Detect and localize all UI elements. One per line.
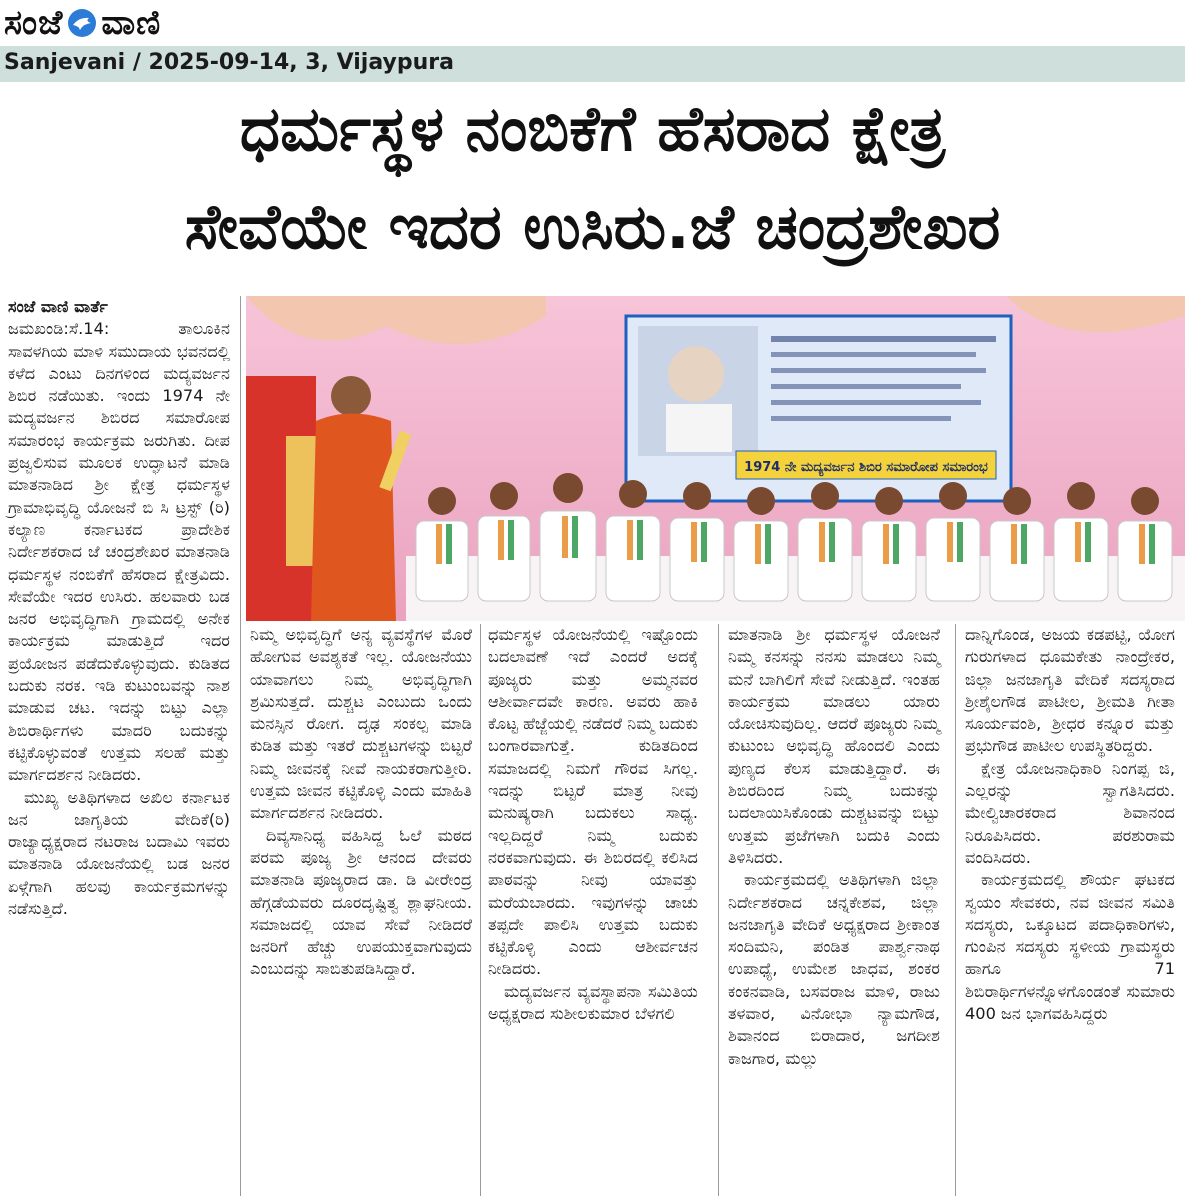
column-rule	[240, 296, 241, 1196]
event-photo-illustration	[246, 296, 1185, 621]
article-column-3	[488, 624, 698, 1025]
dateline-bar	[0, 46, 1185, 82]
article-paragraph: ಧರ್ಮಸ್ಥಳ ಯೋಜನೆಯಲ್ಲಿ ಇಷ್ಟೊಂದು ಬದಲಾವಣೆ ಇದೆ ಎಂದರೆ ಅದಕ್ಕೆ ಪೂಜ್ಯರು ಮತ್ತು ಅಮ್ಮನವರ ಆಶೀರ್ವಾದವೇ ಕಾರಣ. ಅವರು ಹಾಕಿ ಕೊಟ್ಟ ಹೆಜ್ಜೆಯಲ್ಲಿ ನಡೆದರೆ ನಿಮ್ಮ ಬದುಕು ಬಂಗಾರವಾಗುತ್ತೆ. ಕುಡಿತದಿಂದ ಸಮಾಜದಲ್ಲಿ ನಿಮಗೆ ಗೌರವ ಸಿಗಲ್ಲ. ಇದನ್ನು ಬಿಟ್ಟರೆ ಮಾತ್ರ ನೀವು ಮನುಷ್ಯರಾಗಿ ಬದುಕಲು ಸಾಧ್ಯ. ಇಲ್ಲದಿದ್ದರೆ ನಿಮ್ಮ ಬದುಕು ನರಕವಾಗುವುದು. ಈ ಶಿಬಿರದಲ್ಲಿ ಕಲಿಸಿದ ಪಾಠವನ್ನು ನೀವು ಯಾವತ್ತು ಮರೆಯಬಾರದು. ಇವುಗಳನ್ನು ಚಾಚು ತಪ್ಪದೇ ಪಾಲಿಸಿ ಉತ್ತಮ ಬದುಕು ಕಟ್ಟಿಕೊಳ್ಳಿ ಎಂದು ಆಶೀರ್ವಚನ ನೀಡಿದರು.	[488, 625, 698, 979]
article-column-1	[8, 296, 230, 920]
article-column-5	[965, 624, 1175, 1025]
article-paragraph: ಕ್ಷೇತ್ರ ಯೋಜನಾಧಿಕಾರಿ ನಿಂಗಪ್ಪ ಜಿ, ಎಲ್ಲರನ್ನು ಸ್ವಾಗತಿಸಿದರು. ಮೇಲ್ವಿಚಾರಕರಾದ ಶಿವಾನಂದ ನಿರೂಪಿಸಿದರು. ಪರಶುರಾಮ ವಂದಿಸಿದರು.	[965, 758, 1175, 867]
event-photo	[246, 296, 1185, 621]
logo-left-word: ಸಂಜೆ	[4, 3, 64, 43]
article-paragraph: ನಿಮ್ಮ ಅಭಿವೃದ್ಧಿಗೆ ಅನ್ಯ ವ್ಯವಸ್ಥೆಗಳ ಮೊರೆ ಹೋಗುವ ಅವಶ್ಯಕತೆ ಇಲ್ಲ. ಯೋಜನೆಯು ಯಾವಾಗಲು ನಿಮ್ಮ ಅಭಿವೃದ್ಧಿಗಾಗಿ ಶ್ರಮಿಸುತ್ತದೆ. ದುಶ್ಚಟ ಎಂಬುದು ಒಂದು ಮನಸ್ಸಿನ ರೋಗ. ದೃಢ ಸಂಕಲ್ಪ ಮಾಡಿ ಕುಡಿತ ಮತ್ತು ಇತರೆ ದುಶ್ಚಟಗಳನ್ನು ಬಿಟ್ಟರೆ ನಿಮ್ಮ ಜೀವನಕ್ಕೆ ನೀವೆ ನಾಯಕರಾಗುತ್ತೀರಿ. ಉತ್ತಮ ಜೀವನ ಕಟ್ಟಿಕೊಳ್ಳಿ ಎಂದು ಮಾಹಿತಿ ಮಾರ್ಗದರ್ಶನ ನೀಡಿದರು.	[250, 625, 472, 823]
article-column-2	[250, 624, 472, 981]
article-paragraph: ದಿವ್ಯಸಾನಿಧ್ಯ ವಹಿಸಿದ್ದ ಓಲೆ ಮಠದ ಪರಮ ಪೂಜ್ಯ ಶ್ರೀ ಆನಂದ ದೇವರು ಮಾತನಾಡಿ ಪೂಜ್ಯರಾದ ಡಾ. ಡಿ ವೀರೇಂದ್ರ ಹೆಗ್ಗಡೆಯವರು ದೂರದೃಷ್ಟಿತ್ವ ಶ್ಲಾಘನೀಯ. ಸಮಾಜದಲ್ಲಿ ಯಾವ ಸೇವೆ ನೀಡಿದರೆ ಜನರಿಗೆ ಹೆಚ್ಚು ಉಪಯುಕ್ತವಾಗುವುದು ಎಂಬುದನ್ನು ಸಾಬಿತುಪಡಿಸಿದ್ದಾರೆ.	[250, 825, 472, 979]
column-rule	[480, 624, 481, 1196]
article-column-4	[728, 624, 940, 1070]
article-paragraph: ಕಾರ್ಯಕ್ರಮದಲ್ಲಿ ಶೌರ್ಯ ಘಟಕದ ಸ್ವಯಂ ಸೇವಕರು, ನವ ಜೀವನ ಸಮಿತಿ ಸದಸ್ಯರು, ಒಕ್ಕೂಟದ ಪದಾಧಿಕಾರಿಗಳು, ಗುಂಪಿನ ಸದಸ್ಯರು ಸ್ಥಳೀಯ ಗ್ರಾಮಸ್ಥರು ಹಾಗೂ 71 ಶಿಬಿರಾರ್ಥಿಗಳನ್ನೊಳಗೊಂಡಂತೆ ಸುಮಾರು 400 ಜನ ಭಾಗವಹಿಸಿದ್ದರು	[965, 870, 1175, 1024]
article-paragraph: ಕಾರ್ಯಕ್ರಮದಲ್ಲಿ ಅತಿಥಿಗಳಾಗಿ ಜಿಲ್ಲಾ ನಿರ್ದೇಶಕರಾದ ಚನ್ನಕೇಶವ, ಜಿಲ್ಲಾ ಜನಜಾಗೃತಿ ವೇದಿಕೆ ಅಧ್ಯಕ್ಷರಾದ ಶ್ರೀಕಾಂತ ಸಂದಿಮನಿ, ಪಂಡಿತ ಪಾರ್ಶ್ವನಾಥ ಉಪಾಧ್ಯೆ, ಉಮೇಶ ಜಾಧವ, ಶಂಕರ ಕಂಕನವಾಡಿ, ಬಸವರಾಜ ಮಾಳಿ, ರಾಜು ತಳವಾರ, ವಿನೋಭಾ ನ್ಯಾಮಗೌಡ, ಶಿವಾನಂದ ಬಿರಾದಾರ, ಜಗದೀಶ ಕಾಜಗಾರ, ಮಲ್ಲು	[728, 870, 940, 1068]
column-rule	[718, 624, 719, 1196]
masthead	[0, 0, 1185, 46]
article-paragraph: ಮದ್ಯವರ್ಜನ ವ್ಯವಸ್ಥಾಪನಾ ಸಮಿತಿಯ ಅಧ್ಯಕ್ಷರಾದ ಸುಶೀಲಕುಮಾರ ಬೆಳಗಲಿ	[488, 981, 698, 1024]
article-paragraph: ಮಾತನಾಡಿ ಶ್ರೀ ಧರ್ಮಸ್ಥಳ ಯೋಜನೆ ನಿಮ್ಮ ಕನಸನ್ನು ನನಸು ಮಾಡಲು ನಿಮ್ಮ ಮನೆ ಬಾಗಿಲಿಗೆ ಸೇವೆ ನೀಡುತ್ತಿದೆ. ಇಂತಹ ಕಾರ್ಯಕ್ರಮ ಮಾಡಲು ಯಾರು ಯೋಚಿಸುವುದಿಲ್ಲ. ಆದರೆ ಪೂಜ್ಯರು ನಿಮ್ಮ ಕುಟುಂಬ ಅಭಿವೃದ್ಧಿ ಹೊಂದಲಿ ಎಂದು ಪುಣ್ಯದ ಕೆಲಸ ಮಾಡುತ್ತಿದ್ದಾರೆ. ಈ ಶಿಬಿರದಿಂದ ನಿಮ್ಮ ಬದುಕನ್ನು ಬದಲಾಯಿಸಿಕೊಂಡು ದುಶ್ಚಟವನ್ನು ಬಿಟ್ಟು ಉತ್ತಮ ಪ್ರಜೆಗಳಾಗಿ ಬದುಕಿ ಎಂದು ತಿಳಿಸಿದರು.	[728, 625, 940, 867]
headline-line-1: ಧರ್ಮಸ್ಥಳ ನಂಬಿಕೆಗೆ ಹೆಸರಾದ ಕ್ಷೇತ್ರ	[239, 92, 946, 165]
dateline-text: Sanjevani / 2025-09-14, 3, Vijaypura	[4, 50, 454, 75]
article-paragraph: ಜಮಖಂಡಿ:ಸೆ.14: ತಾಲೂಕಿನ ಸಾವಳಗಿಯ ಮಾಳಿ ಸಮುದಾಯ ಭವನದಲ್ಲಿ ಕಳೆದ ಎಂಟು ದಿನಗಳಿಂದ ಮದ್ಯವರ್ಜನ ಶಿಬಿರ ನಡೆಯಿತು. ಇಂದು 1974 ನೇ ಮದ್ಯವರ್ಜನ ಶಿಬಿರದ ಸಮಾರೋಪ ಸಮಾರಂಭ ಕಾರ್ಯಕ್ರಮ ಜರುಗಿತು. ದೀಪ ಪ್ರಜ್ವಲಿಸುವ ಮೂಲಕ ಉದ್ಘಾಟನೆ ಮಾಡಿ ಮಾತನಾಡಿದ ಶ್ರೀ ಕ್ಷೇತ್ರ ಧರ್ಮಸ್ಥಳ ಗ್ರಾಮಾಭಿವೃದ್ಧಿ ಯೋಜನೆ ಬಿ ಸಿ ಟ್ರಸ್ಟ್ (ರಿ) ಕಲ್ಯಾಣ ಕರ್ನಾಟಕದ ಪ್ರಾದೇಶಿಕ ನಿರ್ದೇಶಕರಾದ ಜೆ ಚಂದ್ರಶೇಖರ ಮಾತನಾಡಿ ಧರ್ಮಸ್ಥಳ ನಂಬಿಕೆಗೆ ಹೆಸರಾದ ಕ್ಷೇತ್ರವಿದು. ಸೇವೆಯೇ ಇದರ ಉಸಿರು. ಹಲವಾರು ಬಡ ಜನರ ಅಭಿವೃದ್ಧಿಗಾಗಿ ಗ್ರಾಮದಲ್ಲಿ ಅನೇಕ ಕಾರ್ಯಕ್ರಮ ಮಾಡುತ್ತಿದೆ ಇದರ ಪ್ರಯೋಜನ ಪಡೆದುಕೊಳ್ಳುವುದು. ಕುಡಿತದ ಬದುಕು ನರಕ. ಇಡಿ ಕುಟುಂಬವನ್ನು ನಾಶ ಮಾಡುವ ಚಟ. ಇದನ್ನು ಬಿಟ್ಟು ಎಲ್ಲಾ ಶಿಬಿರಾರ್ಥಿಗಳು ಮಾದರಿ ಬದುಕನ್ನು ಕಟ್ಟಿಕೊಳ್ಳುವಂತೆ ಉತ್ತಮ ಸಲಹೆ ಮತ್ತು ಮಾರ್ಗದರ್ಶನ ನೀಡಿದರು.	[8, 319, 230, 785]
newspaper-logo	[4, 2, 161, 44]
column-rule	[955, 624, 956, 1196]
dove-icon	[67, 8, 97, 38]
headline-line-2: ಸೇವೆಯೇ ಇದರ ಉಸಿರು.ಜೆ ಚಂದ್ರಶೇಖರ	[184, 190, 1001, 263]
banner-title: 1974 ನೇ ಮದ್ಯವರ್ಜನ ಶಿಬಿರ ಸಮಾರೋಪ ಸಮಾರಂಭ	[744, 460, 988, 475]
article-paragraph: ದಾನ್ನಿಗೊಂಡ, ಅಜಯ ಕಡಪಟ್ಟಿ, ಯೋಗ ಗುರುಗಳಾದ ಧೂಮಕೇತು ನಾಂದ್ರೇಕರ, ಜಿಲ್ಲಾ ಜನಜಾಗೃತಿ ವೇದಿಕೆ ಸದಸ್ಯರಾದ ಶ್ರೀಶೈಲಗೌಡ ಪಾಟೀಲ, ಶ್ರೀಮತಿ ಗೀತಾ ಸೂರ್ಯವಂಶಿ, ಶ್ರೀಧರ ಕನ್ನೂರ ಮತ್ತು ಪ್ರಭುಗೌಡ ಪಾಟೀಲ ಉಪಸ್ಥಿತರಿದ್ದರು.	[965, 625, 1175, 756]
logo-right-word: ವಾಣಿ	[101, 3, 162, 43]
article-paragraph: ಮುಖ್ಯ ಅತಿಥಿಗಳಾದ ಅಖಿಲ ಕರ್ನಾಟಕ ಜನ ಜಾಗೃತಿಯ ವೇದಿಕೆ(ರಿ) ರಾಜ್ಯಾಧ್ಯಕ್ಷರಾದ ನಟರಾಜ ಬದಾಮಿ ಇವರು ಮಾತನಾಡಿ ಯೋಜನೆಯಲ್ಲಿ ಬಡ ಜನರ ಏಳ್ಗೆಗಾಗಿ ಹಲವು ಕಾರ್ಯಕ್ರಮಗಳನ್ನು ನಡೆಸುತ್ತಿದೆ.	[8, 787, 230, 919]
article-byline: ಸಂಜೆ ವಾಣಿ ವಾರ್ತೆ	[8, 297, 108, 316]
